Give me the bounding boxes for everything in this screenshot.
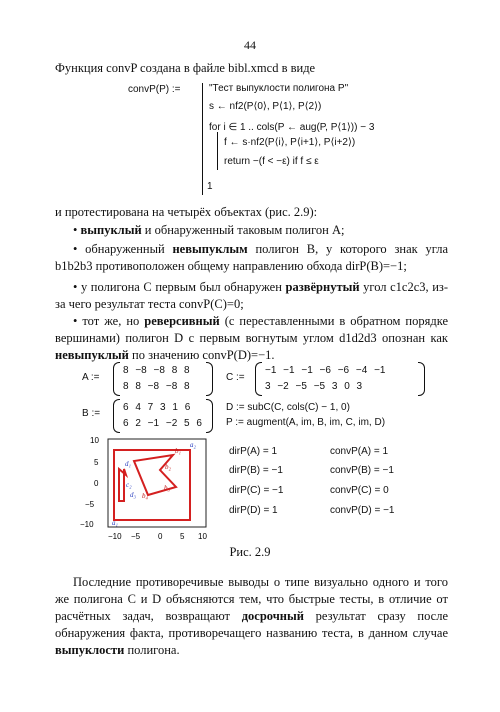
result-conv-c: convP(C) = 0 <box>330 485 389 496</box>
x-tick-label: 0 <box>158 532 163 541</box>
d-definition: D := subC(C, cols(C) − 1, 0) <box>226 402 350 413</box>
bullet-4: • тот же, но реверсивный (с переставленными в обратном порядке вершинами) полигон D с первым вогнутым углом d1d2d3 опознан как невыпуклый по значению convP(D)=−1. <box>55 314 449 362</box>
matrix-c-row: −1 −1 −1 −6 −6 −4 −1 <box>265 365 386 376</box>
intro-text: Функция convP создана в файле bibl.xmcd в виде <box>55 61 316 75</box>
bullet-1: • выпуклый и обнаруженный таковым полигон A; <box>73 223 345 237</box>
vertex-label: b₃ <box>164 484 170 492</box>
vertex-label: a₁ <box>112 519 118 527</box>
results-block <box>229 446 459 536</box>
x-tick-label: −10 <box>108 532 122 541</box>
matrix-b <box>113 399 213 433</box>
x-tick-label: −5 <box>131 532 141 541</box>
matrix-c-label: C := <box>226 372 245 383</box>
result-conv-a: convP(A) = 1 <box>330 446 389 457</box>
program-header: convP(P) := <box>128 84 181 95</box>
program-block <box>202 83 443 195</box>
matrix-b-label: B := <box>82 408 101 419</box>
program-line: "Тест выпуклости полигона P" <box>209 83 349 94</box>
y-tick-label: −5 <box>85 500 95 509</box>
program-line: return −(f < −ε) if f ≤ ε <box>224 156 319 167</box>
matrix-a-row: 8 8 −8 −8 8 <box>123 381 190 392</box>
result-conv-b: convP(B) = −1 <box>330 465 394 476</box>
after-program-text: и протестирована на четырёх объектах (рис. 2.9): <box>55 205 318 219</box>
vertex-label: b₁ <box>175 447 181 455</box>
vertex-label: b₂ <box>165 463 171 471</box>
result-dir-d: dirP(D) = 1 <box>229 505 278 516</box>
vertex-label: c₂ <box>126 481 132 489</box>
bullet-3: • у полигона C первым был обнаружен развёрнутый угол c1c2c3, из-за чего результат теста convP(C)=0; <box>55 280 449 311</box>
matrix-b-row: 6 2 −1 −2 5 6 <box>123 418 202 429</box>
matrix-b-row: 6 4 7 3 1 6 <box>123 402 191 413</box>
plot-frame <box>108 439 206 527</box>
x-tick-label: 5 <box>180 532 185 541</box>
vertex-label: b₄ <box>142 492 148 500</box>
closing-paragraph: Последние противоречивые выводы о типе визуально одного и того же полигона C и D объясняются тем, что быстрые тесты, в отличие от расчётных задач, возвращают досрочный результат сразу после обнаружения факта, противоречащего названию теста, в данном случае выпуклости полигона. <box>55 575 449 657</box>
loop-body <box>217 132 418 170</box>
result-dir-a: dirP(A) = 1 <box>229 446 278 457</box>
polygon-c <box>119 469 126 501</box>
y-tick-label: 10 <box>90 436 99 445</box>
vertex-label: a₂ <box>190 441 196 449</box>
matrix-a-row: 8 −8 −8 8 8 <box>123 365 190 376</box>
y-tick-label: 0 <box>94 479 99 488</box>
p-definition: P := augment(A, im, B, im, C, im, D) <box>226 417 386 428</box>
polygon-plot <box>78 435 218 547</box>
matrix-c <box>255 362 425 396</box>
vertex-label: d₃ <box>130 491 136 499</box>
program-line: f ← s·nf2(P⟨i⟩, P⟨i+1⟩, P⟨i+2⟩) <box>224 137 356 148</box>
result-dir-c: dirP(C) = −1 <box>229 485 284 496</box>
page-number: 44 <box>244 38 256 52</box>
y-tick-label: 5 <box>94 458 99 467</box>
result-conv-d: convP(D) = −1 <box>330 505 395 516</box>
program-line: s ← nf2(P⟨0⟩, P⟨1⟩, P⟨2⟩) <box>209 101 322 112</box>
matrix-a <box>113 362 213 396</box>
program-line: for i ∈ 1 .. cols(P ← aug(P, P⟨1⟩)) − 3 <box>209 122 375 133</box>
y-tick-label: −10 <box>80 520 94 529</box>
result-dir-b: dirP(B) = −1 <box>229 465 283 476</box>
matrix-a-label: A := <box>82 372 100 383</box>
x-tick-label: 10 <box>198 532 207 541</box>
figure-caption: Рис. 2.9 <box>229 545 271 559</box>
matrix-c-row: 3 −2 −5 −5 3 0 3 <box>265 381 363 392</box>
program-line: 1 <box>207 181 213 192</box>
bullet-2: • обнаруженный невыпуклым полигон B, у которого знак угла b1b2b3 противоположен общему направлению обхода dirP(B)=−1; <box>55 242 449 273</box>
vertex-label: d₁ <box>125 460 131 468</box>
